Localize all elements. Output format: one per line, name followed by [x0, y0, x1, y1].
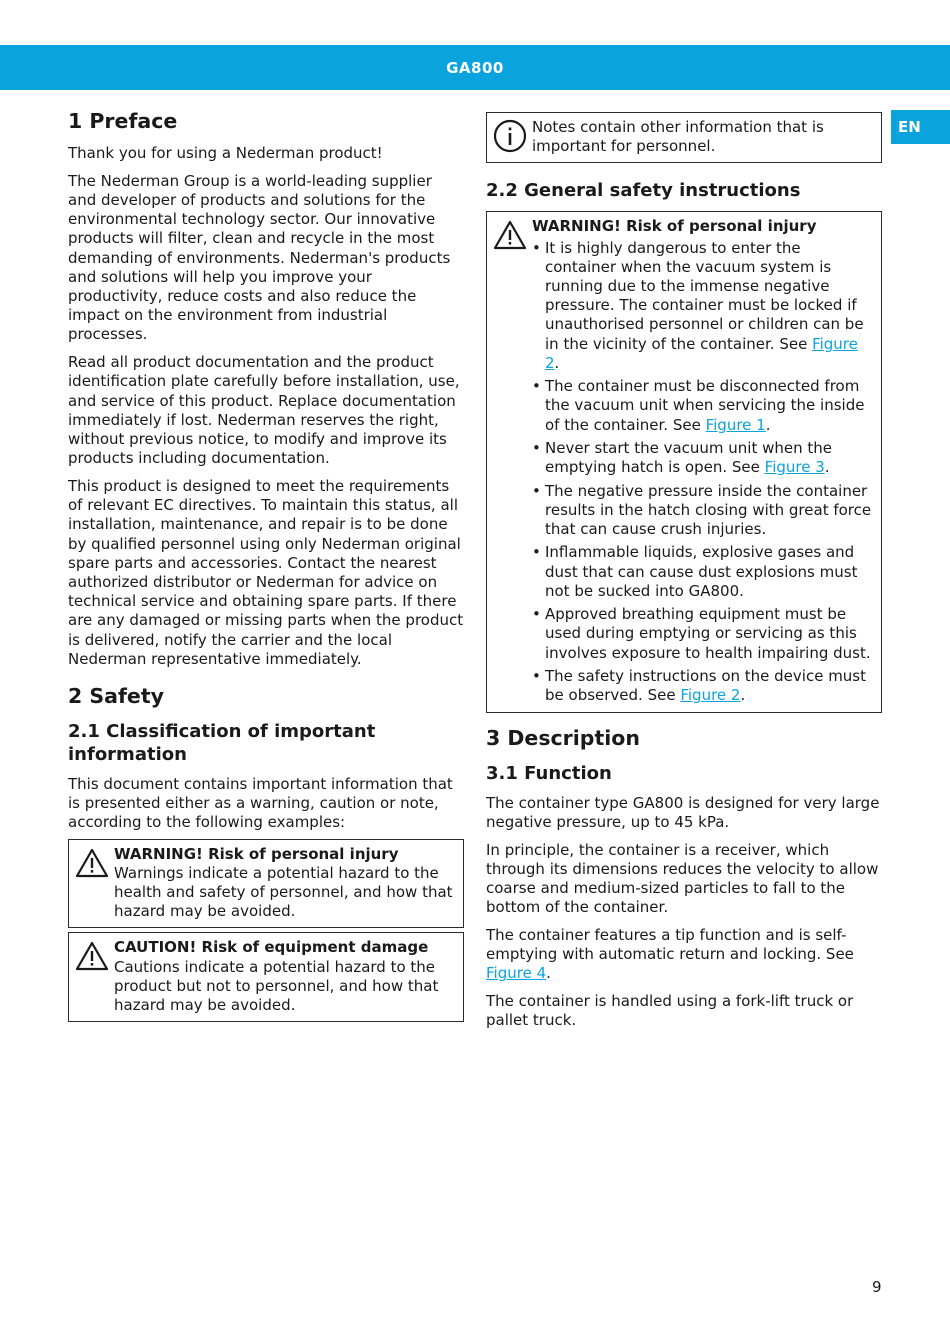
preface-paragraph-1: Thank you for using a Nederman product!	[68, 144, 383, 162]
right-column	[486, 112, 882, 1039]
safety-instruction-item: • Approved breathing equipment must be used during emptying or servicing as this involves exposure to health impairing dust.	[532, 605, 875, 663]
figure-2-link[interactable]: Figure 2	[545, 334, 858, 372]
function-paragraph-4: The container is handled using a fork-lift truck or pallet truck.	[486, 992, 854, 1030]
preface-heading: 1 Preface	[68, 109, 178, 133]
function-paragraph-3: The container features a tip function and is self-emptying with automatic return and locking. See Figure 4.	[486, 926, 854, 983]
classification-intro: This document contains important information that is presented either as a warning, caution or note, according to the following examples:	[68, 775, 453, 832]
page-number: 9	[872, 1278, 882, 1296]
preface-paragraph-2: The Nederman Group is a world-leading supplier and developer of products and solutions for the environmental technology sector. Our innovative products will filter, clean and recycle in the most demanding of environments. Nederman's products and solutions will help you improve your productivity, reduce costs and also reduce the impact on the environment from industrial processes.	[68, 171, 451, 344]
figure-3-link[interactable]: Figure 3	[764, 458, 825, 477]
warning-example-text: Warnings indicate a potential hazard to the health and safety of personnel, and how that hazard may be avoided.	[114, 863, 453, 921]
figure-2-link[interactable]: Figure 2	[680, 686, 741, 705]
safety-instruction-list	[532, 239, 875, 706]
general-safety-warning-title: WARNING! Risk of personal injury	[532, 217, 817, 236]
warning-example-title: WARNING! Risk of personal injury	[114, 844, 399, 863]
caution-triangle-icon	[75, 941, 109, 971]
safety-instruction-item: • Never start the vacuum unit when the emptying hatch is open. See Figure 3.	[532, 439, 875, 477]
safety-instruction-item: • Inflammable liquids, explosive gases and dust that can cause dust explosions must not be sucked into GA800.	[532, 543, 875, 601]
left-column	[68, 108, 464, 1026]
info-icon	[493, 119, 527, 153]
safety-instruction-item: • The container must be disconnected from the vacuum unit when servicing the inside of the container. See Figure 1.	[532, 377, 875, 435]
function-heading: 3.1 Function	[486, 762, 612, 784]
header-bar	[0, 45, 950, 90]
language-tab: EN	[891, 110, 950, 144]
description-heading: 3 Description	[486, 725, 640, 750]
function-paragraph-1: The container type GA800 is designed for very large negative pressure, up to 45 kPa.	[486, 793, 880, 831]
preface-paragraph-3: Read all product documentation and the product identification plate carefully before installation, use, and service of this product. Replace documentation immediately if lost. Nederman reserves the right, without previous notice, to modify and improve its products including documentation.	[68, 353, 460, 468]
note-example-box	[486, 112, 882, 163]
warning-triangle-icon	[75, 848, 109, 878]
safety-heading: 2 Safety	[68, 684, 164, 709]
preface-paragraph-4: This product is designed to meet the requirements of relevant EC directives. To maintain this status, all installation, maintenance, and repair is to be done by qualified personnel using only Nederman original spare parts and accessories. Contact the nearest authorized distributor or Nederman for advice on technical service and obtaining spare parts. If there are any damaged or missing parts when the product is delivered, notify the carrier and the local Nederman representative immediately.	[68, 477, 464, 668]
warning-example-box	[68, 839, 464, 929]
note-example-text: Notes contain other information that is important for personnel.	[532, 118, 824, 156]
caution-example-text: Cautions indicate a potential hazard to the product but not to personnel, and how that hazard may be avoided.	[114, 957, 439, 1015]
document-title: GA800	[446, 58, 504, 77]
safety-instruction-item: • The safety instructions on the device must be observed. See Figure 2.	[532, 667, 875, 705]
classification-heading: 2.1 Classification of important information	[68, 721, 376, 766]
general-safety-heading: 2.2 General safety instructions	[486, 180, 801, 202]
caution-example-title: CAUTION! Risk of equipment damage	[114, 938, 429, 957]
safety-instruction-item: • It is highly dangerous to enter the container when the vacuum system is running due to the immense negative pressure. The container must be locked if unauthorised personnel or children can be in the vicinity of the container. See Figure 2.	[532, 239, 875, 373]
function-paragraph-2: In principle, the container is a receiver, which through its dimensions reduces the velocity to allow coarse and medium-sized particles to fall to the bottom of the container.	[486, 840, 879, 917]
figure-4-link[interactable]: Figure 4	[486, 964, 547, 983]
general-safety-warning-box	[486, 211, 882, 712]
safety-instruction-item: • The negative pressure inside the container results in the hatch closing with great force that can cause crush injuries.	[532, 482, 875, 540]
warning-triangle-icon	[493, 220, 527, 250]
figure-1-link[interactable]: Figure 1	[705, 415, 766, 434]
caution-example-box	[68, 932, 464, 1022]
